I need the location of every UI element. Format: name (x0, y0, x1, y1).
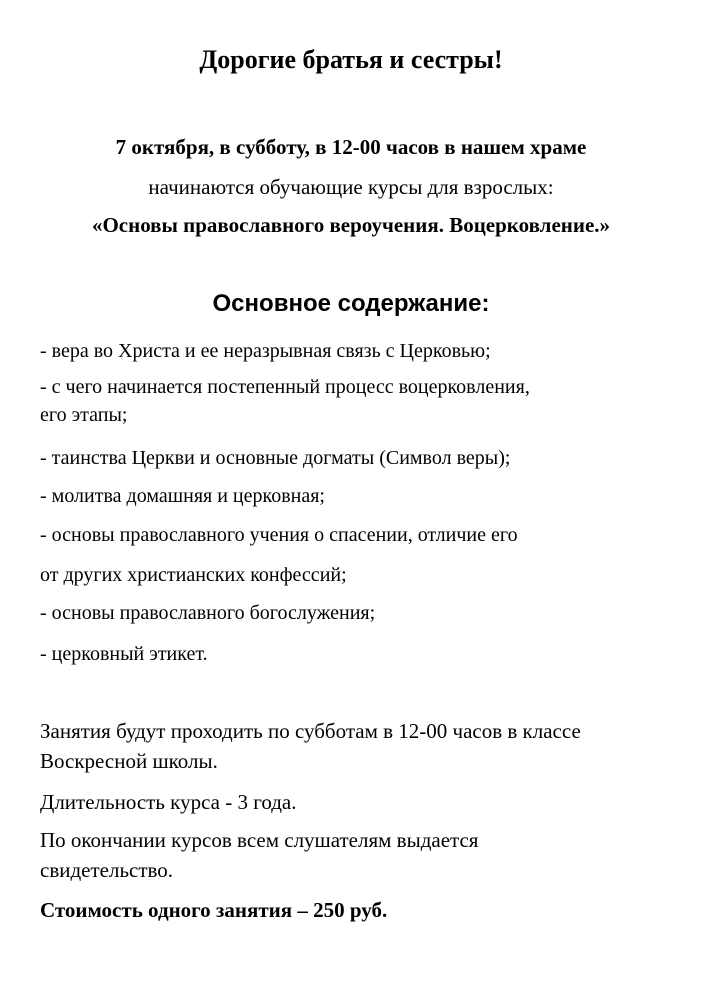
content-list-line: - таинства Церкви и основные догматы (Символ веры); (40, 447, 511, 469)
course-start-date: 7 октября, в субботу, в 12-00 часов в нашем храме (115, 135, 587, 159)
content-heading: Основное содержание: (212, 290, 490, 317)
content-list-line: - церковный этикет. (40, 643, 208, 665)
lesson-price: Стоимость одного занятия – 250 руб. (40, 898, 388, 922)
course-title: «Основы православного вероучения. Воцерковление.» (91, 213, 611, 237)
certificate-text: свидетельство. (40, 858, 174, 882)
content-list-line: - вера во Христа и ее неразрывная связь с Церковью; (40, 340, 491, 362)
content-list-line: от других христианских конфессий; (40, 564, 347, 586)
certificate-text: По окончании курсов всем слушателям выдается (40, 828, 479, 852)
schedule-text: Воскресной школы. (40, 749, 218, 773)
content-list-line: - основы православного учения о спасении, отличие его (40, 524, 518, 546)
schedule-text: Занятия будут проходить по субботам в 12-00 часов в классе (40, 719, 581, 743)
notice-greeting: Дорогие братья и сестры! (199, 45, 503, 74)
course-duration: Длительность курса - 3 года. (40, 790, 297, 814)
content-list-line: - молитва домашняя и церковная; (40, 485, 325, 507)
content-list-line: его этапы; (40, 404, 128, 426)
content-list-line: - с чего начинается постепенный процесс воцерковления, (40, 376, 530, 398)
content-list-line: - основы православного богослужения; (40, 602, 376, 624)
course-announcement: начинаются обучающие курсы для взрослых: (148, 175, 554, 199)
